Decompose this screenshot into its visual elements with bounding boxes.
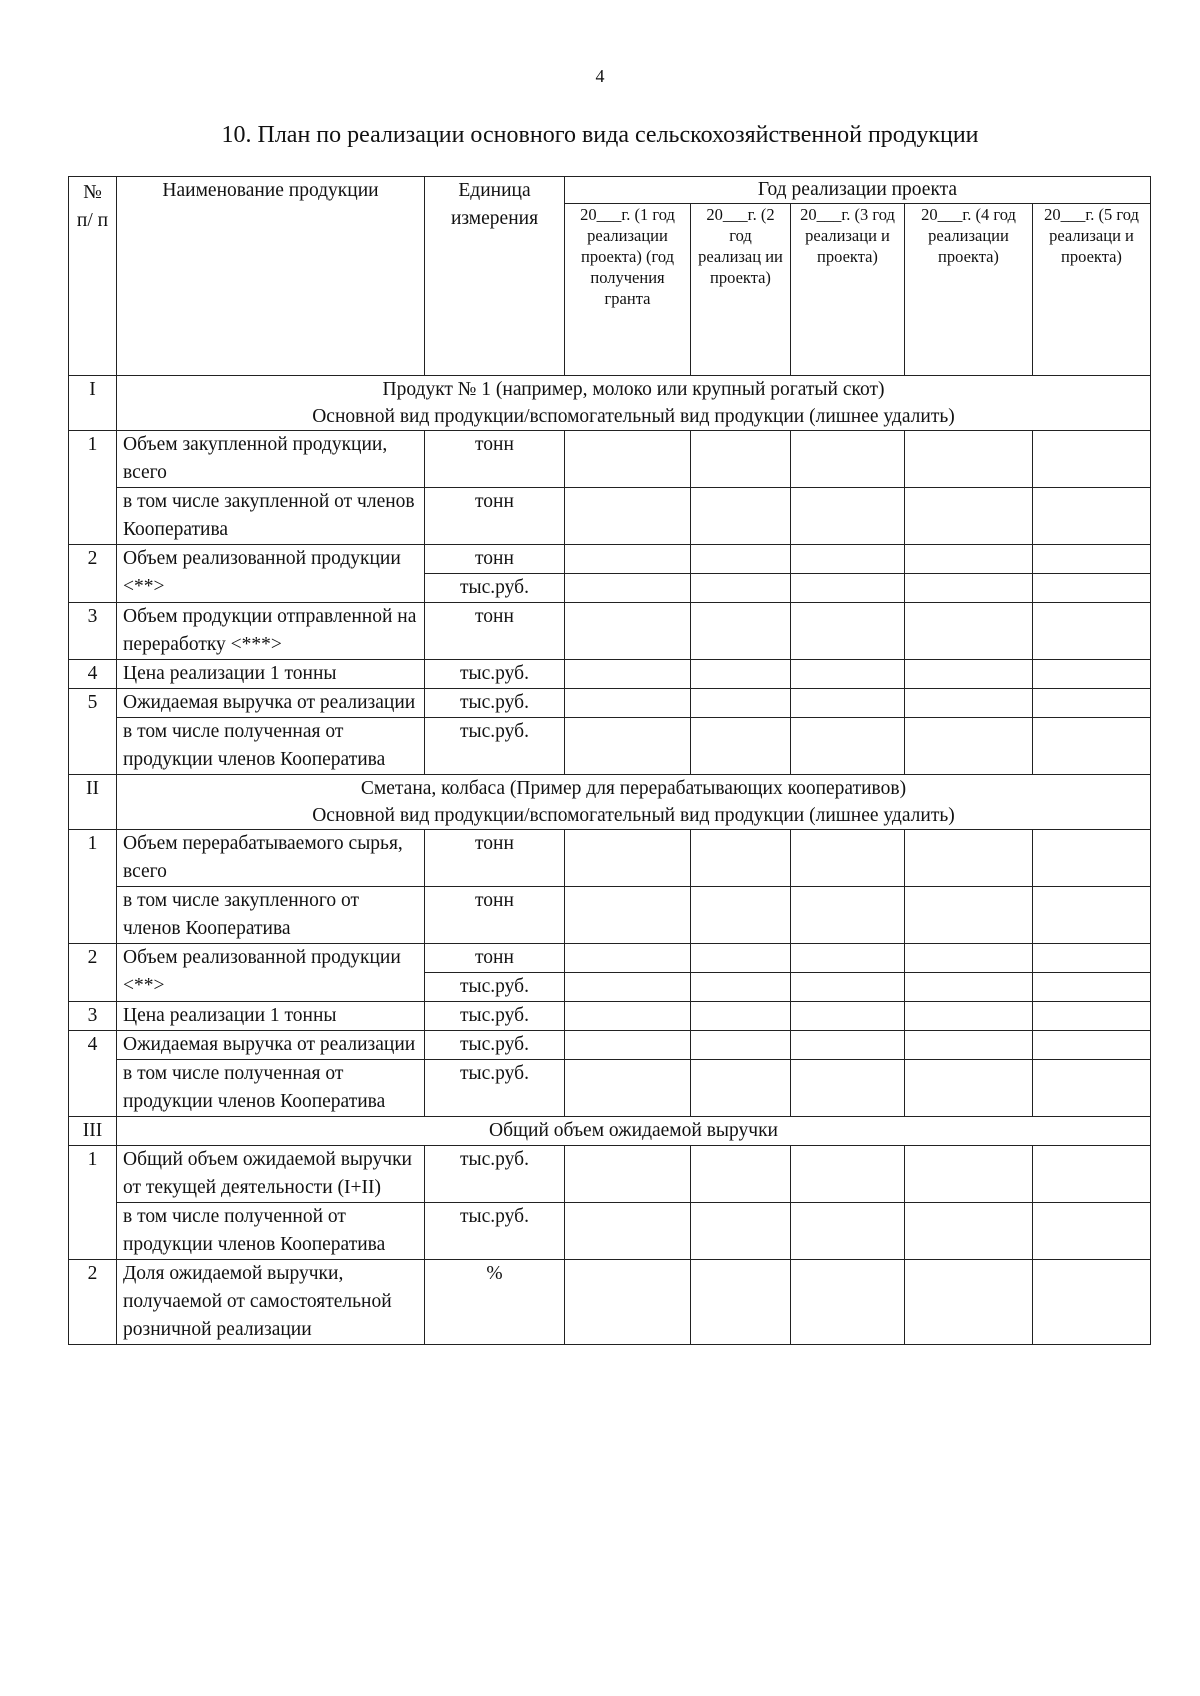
value-cell[interactable] xyxy=(905,1060,1033,1117)
value-cell[interactable] xyxy=(791,488,905,545)
value-cell[interactable] xyxy=(691,603,791,660)
value-cell[interactable] xyxy=(565,545,691,574)
row-num: 1 xyxy=(69,1146,117,1260)
section-num: III xyxy=(69,1117,117,1146)
value-cell[interactable] xyxy=(905,1260,1033,1345)
row-unit-secondary: тыс.руб. xyxy=(425,574,565,603)
header-year-5: 20___г. (5 год реализаци и проекта) xyxy=(1033,204,1151,376)
value-cell[interactable] xyxy=(1033,488,1151,545)
value-cell[interactable] xyxy=(1033,887,1151,944)
row-num: 3 xyxy=(69,1002,117,1031)
row-unit: тонн xyxy=(425,944,565,973)
value-cell[interactable] xyxy=(905,1146,1033,1203)
row-unit: тыс.руб. xyxy=(425,1060,565,1117)
row-name: Цена реализации 1 тонны xyxy=(117,660,425,689)
value-cell[interactable] xyxy=(791,718,905,775)
section-header xyxy=(69,775,1151,830)
table-row xyxy=(69,1146,1151,1203)
value-cell[interactable] xyxy=(691,1031,791,1060)
row-unit: % xyxy=(425,1260,565,1345)
section-title xyxy=(117,376,1151,431)
section-header xyxy=(69,376,1151,431)
value-cell[interactable] xyxy=(905,488,1033,545)
row-name: Доля ожидаемой выручки, получаемой от самостоятельной розничной реализации xyxy=(117,1260,425,1345)
value-cell[interactable] xyxy=(905,660,1033,689)
row-name: в том числе закупленного от членов Кооператива xyxy=(117,887,425,944)
value-cell[interactable] xyxy=(791,689,905,718)
value-cell[interactable] xyxy=(691,431,791,488)
value-cell[interactable] xyxy=(1033,944,1151,973)
value-cell[interactable] xyxy=(791,1260,905,1345)
value-cell[interactable] xyxy=(691,1002,791,1031)
value-cell[interactable] xyxy=(791,431,905,488)
row-unit: тыс.руб. xyxy=(425,718,565,775)
value-cell[interactable] xyxy=(791,1002,905,1031)
value-cell[interactable] xyxy=(791,545,905,574)
section-title-line2: Основной вид продукции/вспомогательный вид продукции (лишнее удалить) xyxy=(312,805,955,826)
value-cell[interactable] xyxy=(905,545,1033,574)
row-num: 1 xyxy=(69,830,117,944)
value-cell[interactable] xyxy=(565,718,691,775)
header-year-3: 20___г. (3 год реализаци и проекта) xyxy=(791,204,905,376)
value-cell[interactable] xyxy=(691,660,791,689)
value-cell[interactable] xyxy=(691,1260,791,1345)
value-cell[interactable] xyxy=(691,488,791,545)
value-cell[interactable] xyxy=(905,574,1033,603)
row-num: 2 xyxy=(69,545,117,603)
header-name: Наименование продукции xyxy=(117,177,425,376)
value-cell[interactable] xyxy=(1033,830,1151,887)
value-cell[interactable] xyxy=(791,1203,905,1260)
value-cell[interactable] xyxy=(1033,603,1151,660)
table-row xyxy=(69,718,1151,775)
value-cell[interactable] xyxy=(791,1146,905,1203)
value-cell[interactable] xyxy=(565,973,691,1002)
table-row xyxy=(69,830,1151,887)
value-cell[interactable] xyxy=(565,1002,691,1031)
row-unit: тонн xyxy=(425,545,565,574)
header-years-group: Год реализации проекта xyxy=(565,177,1151,204)
value-cell[interactable] xyxy=(565,1203,691,1260)
value-cell[interactable] xyxy=(905,1002,1033,1031)
value-cell[interactable] xyxy=(791,973,905,1002)
row-unit: тыс.руб. xyxy=(425,660,565,689)
row-unit: тыс.руб. xyxy=(425,1031,565,1060)
value-cell[interactable] xyxy=(691,944,791,973)
header-year-2: 20___г. (2 год реализац ии проекта) xyxy=(691,204,791,376)
row-name: Объем реализованной продукции <**> xyxy=(117,944,425,1002)
value-cell[interactable] xyxy=(691,718,791,775)
value-cell[interactable] xyxy=(1033,689,1151,718)
section-num: II xyxy=(69,775,117,830)
row-unit: тыс.руб. xyxy=(425,689,565,718)
row-num: 5 xyxy=(69,689,117,775)
value-cell[interactable] xyxy=(905,431,1033,488)
row-name: в том числе закупленной от членов Кооператива xyxy=(117,488,425,545)
table-row xyxy=(69,660,1151,689)
value-cell[interactable] xyxy=(905,973,1033,1002)
value-cell[interactable] xyxy=(1033,660,1151,689)
value-cell[interactable] xyxy=(1033,718,1151,775)
row-unit: тонн xyxy=(425,431,565,488)
section-title xyxy=(117,1117,1151,1146)
value-cell[interactable] xyxy=(905,1031,1033,1060)
value-cell[interactable] xyxy=(691,545,791,574)
value-cell[interactable] xyxy=(905,830,1033,887)
table-row xyxy=(69,431,1151,488)
row-name: Общий объем ожидаемой выручки от текущей деятельности (I+II) xyxy=(117,1146,425,1203)
sales-plan-table xyxy=(68,176,1151,1345)
row-num: 1 xyxy=(69,431,117,545)
section-title-line1: Сметана, колбаса (Пример для перерабатывающих кооперативов) xyxy=(360,778,907,799)
row-name: Объем реализованной продукции <**> xyxy=(117,545,425,603)
value-cell[interactable] xyxy=(565,830,691,887)
value-cell[interactable] xyxy=(1033,574,1151,603)
table-row xyxy=(69,689,1151,718)
row-name: в том числе полученной от продукции членов Кооператива xyxy=(117,1203,425,1260)
value-cell[interactable] xyxy=(791,603,905,660)
table-row xyxy=(69,545,1151,574)
row-unit: тонн xyxy=(425,488,565,545)
value-cell[interactable] xyxy=(691,1146,791,1203)
table-row xyxy=(69,488,1151,545)
value-cell[interactable] xyxy=(1033,1203,1151,1260)
value-cell[interactable] xyxy=(791,830,905,887)
value-cell[interactable] xyxy=(691,973,791,1002)
value-cell[interactable] xyxy=(905,887,1033,944)
row-name: Цена реализации 1 тонны xyxy=(117,1002,425,1031)
section-title xyxy=(117,775,1151,830)
value-cell[interactable] xyxy=(691,1060,791,1117)
value-cell[interactable] xyxy=(565,1260,691,1345)
row-num: 4 xyxy=(69,1031,117,1117)
row-num: 3 xyxy=(69,603,117,660)
document-title: 10. План по реализации основного вида сельскохозяйственной продукции xyxy=(221,122,979,148)
row-num: 2 xyxy=(69,1260,117,1345)
row-name: в том числе полученная от продукции членов Кооператива xyxy=(117,1060,425,1117)
value-cell[interactable] xyxy=(565,1146,691,1203)
header-num: № п/ п xyxy=(69,177,117,376)
table-row xyxy=(69,1260,1151,1345)
row-name: Ожидаемая выручка от реализации xyxy=(117,689,425,718)
row-name: в том числе полученная от продукции членов Кооператива xyxy=(117,718,425,775)
value-cell[interactable] xyxy=(565,603,691,660)
value-cell[interactable] xyxy=(791,1031,905,1060)
table-row xyxy=(69,944,1151,973)
table-row xyxy=(69,603,1151,660)
value-cell[interactable] xyxy=(1033,973,1151,1002)
value-cell[interactable] xyxy=(1033,545,1151,574)
value-cell[interactable] xyxy=(1033,1002,1151,1031)
table-row xyxy=(69,1002,1151,1031)
table-row xyxy=(69,1031,1151,1060)
value-cell[interactable] xyxy=(565,1060,691,1117)
row-num: 4 xyxy=(69,660,117,689)
value-cell[interactable] xyxy=(905,718,1033,775)
table-row xyxy=(69,1203,1151,1260)
row-unit: тонн xyxy=(425,830,565,887)
value-cell[interactable] xyxy=(691,1203,791,1260)
header-year-1: 20___г. (1 год реализации проекта) (год получения гранта xyxy=(565,204,691,376)
value-cell[interactable] xyxy=(1033,1031,1151,1060)
value-cell[interactable] xyxy=(565,689,691,718)
row-unit: тонн xyxy=(425,603,565,660)
row-unit: тыс.руб. xyxy=(425,1002,565,1031)
section-num: I xyxy=(69,376,117,431)
row-name: Объем перерабатываемого сырья, всего xyxy=(117,830,425,887)
row-name: Ожидаемая выручка от реализации xyxy=(117,1031,425,1060)
section-title-line1: Общий объем ожидаемой выручки xyxy=(489,1120,778,1141)
value-cell[interactable] xyxy=(791,574,905,603)
value-cell[interactable] xyxy=(565,887,691,944)
row-name: Объем закупленной продукции, всего xyxy=(117,431,425,488)
value-cell[interactable] xyxy=(691,574,791,603)
page-number: 4 xyxy=(595,66,605,86)
value-cell[interactable] xyxy=(565,574,691,603)
section-header xyxy=(69,1117,1151,1146)
row-unit: тыс.руб. xyxy=(425,1146,565,1203)
row-unit: тыс.руб. xyxy=(425,1203,565,1260)
value-cell[interactable] xyxy=(691,830,791,887)
row-num: 2 xyxy=(69,944,117,1002)
value-cell[interactable] xyxy=(791,944,905,973)
value-cell[interactable] xyxy=(905,944,1033,973)
value-cell[interactable] xyxy=(565,660,691,689)
section-title-line1: Продукт № 1 (например, молоко или крупный рогатый скот) xyxy=(382,379,885,400)
value-cell[interactable] xyxy=(1033,1260,1151,1345)
value-cell[interactable] xyxy=(791,660,905,689)
value-cell[interactable] xyxy=(1033,1146,1151,1203)
row-unit: тонн xyxy=(425,887,565,944)
value-cell[interactable] xyxy=(565,431,691,488)
header-row xyxy=(69,177,1151,204)
value-cell[interactable] xyxy=(565,1031,691,1060)
value-cell[interactable] xyxy=(791,887,905,944)
value-cell[interactable] xyxy=(1033,1060,1151,1117)
value-cell[interactable] xyxy=(565,944,691,973)
value-cell[interactable] xyxy=(565,488,691,545)
row-unit-secondary: тыс.руб. xyxy=(425,973,565,1002)
header-unit: Единица измерения xyxy=(425,177,565,376)
value-cell[interactable] xyxy=(691,689,791,718)
value-cell[interactable] xyxy=(691,887,791,944)
value-cell[interactable] xyxy=(791,1060,905,1117)
value-cell[interactable] xyxy=(1033,431,1151,488)
table-row xyxy=(69,887,1151,944)
row-name: Объем продукции отправленной на переработку <***> xyxy=(117,603,425,660)
value-cell[interactable] xyxy=(905,603,1033,660)
header-year-4: 20___г. (4 год реализации проекта) xyxy=(905,204,1033,376)
value-cell[interactable] xyxy=(905,1203,1033,1260)
section-title-line2: Основной вид продукции/вспомогательный вид продукции (лишнее удалить) xyxy=(312,406,955,427)
table-row xyxy=(69,1060,1151,1117)
value-cell[interactable] xyxy=(905,689,1033,718)
